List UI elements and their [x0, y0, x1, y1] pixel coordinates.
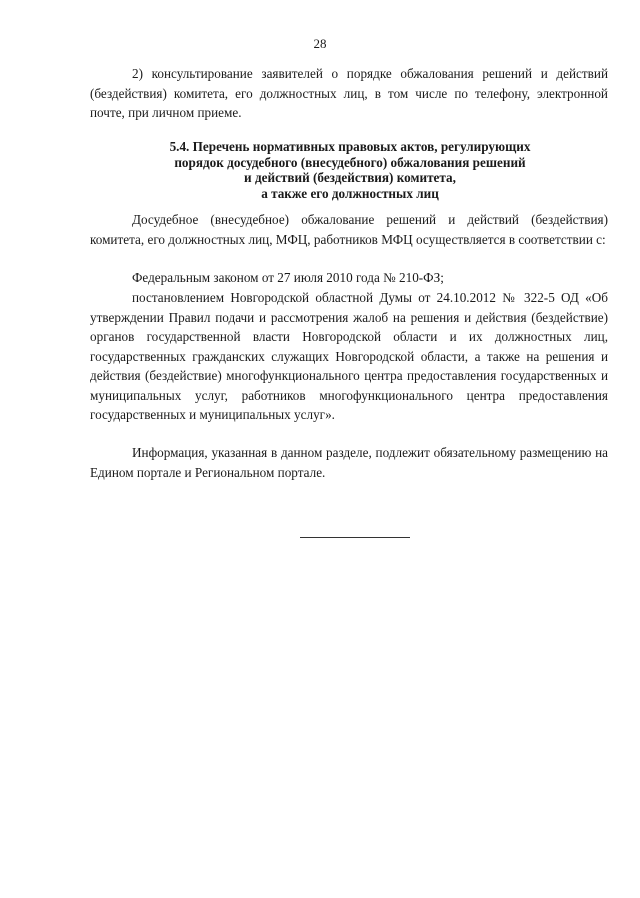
section-heading — [100, 139, 600, 201]
paragraph-publication: Информация, указанная в данном разделе, подлежит обязательному размещению на Едином портале и Региональном портале. — [90, 445, 608, 480]
section-heading-line: 5.4. Перечень нормативных правовых актов, регулирующих — [169, 139, 531, 154]
page-number: 28 — [313, 36, 327, 51]
paragraph-intro: Досудебное (внесудебное) обжалование решений и действий (бездействия) комитета, его должностных лиц, МФЦ, работников МФЦ осуществляется в соответствии с: — [90, 212, 608, 247]
paragraph-regional-decree: постановлением Новгородской областной Думы от 24.10.2012 № 322-5 ОД «Об утверждении Правил подачи и рассмотрения жалоб на решения и действия (бездействие) органов государственной власти Новгородской области и их должностных лиц, государственных гражданских служащих Новгородской области, а также на решения и действия (бездействие) многофункционального центра предоставления государственных и муниципальных услуг, работников многофункционального центра предоставления государственных и муниципальных услуг». — [90, 290, 608, 422]
end-divider — [300, 537, 410, 538]
paragraph-federal-law: Федеральным законом от 27 июля 2010 года № 210-ФЗ; — [132, 270, 444, 285]
section-heading-line: порядок досудебного (внесудебного) обжалования решений — [174, 154, 526, 170]
section-heading-line: и действий (бездействия) комитета, — [244, 170, 456, 185]
paragraph-consultation: 2) консультирование заявителей о порядке обжалования решений и действий (бездействия) комитета, его должностных лиц, в том числе по телефону, электронной почте, при личном приеме. — [90, 66, 608, 120]
section-heading-line: а также его должностных лиц — [261, 185, 439, 201]
